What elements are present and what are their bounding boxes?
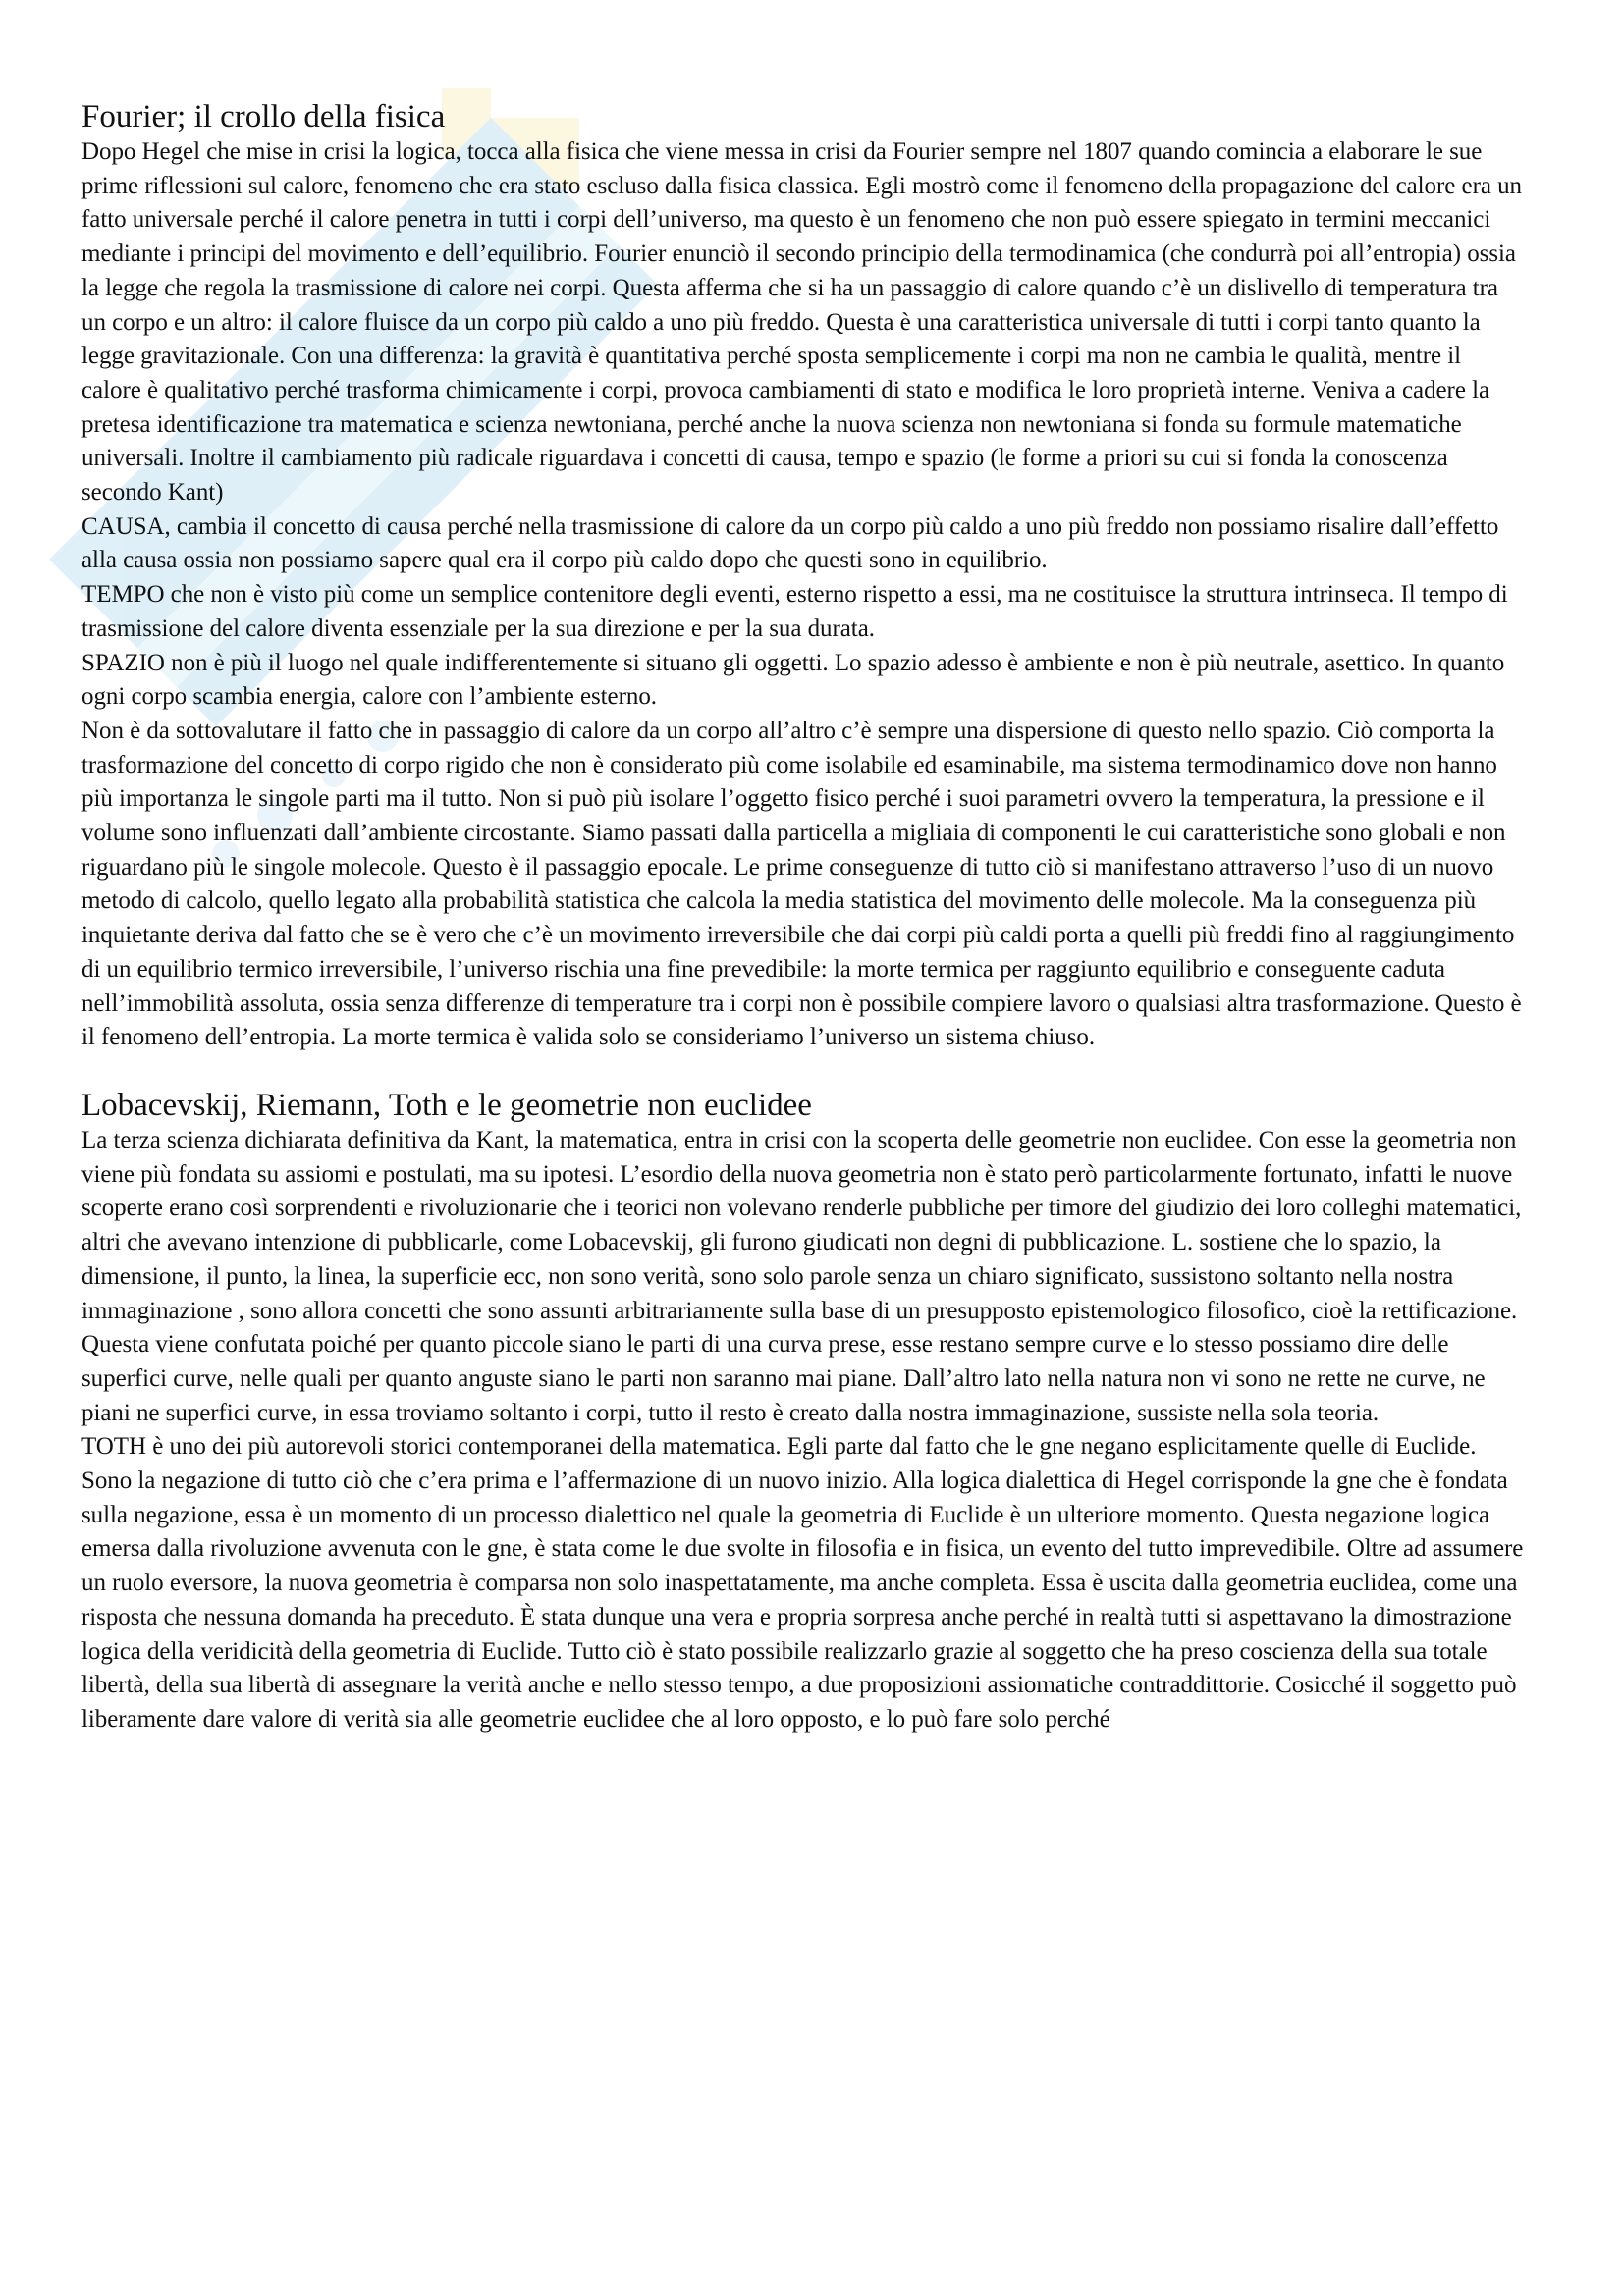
paragraph: SPAZIO non è più il luogo nel quale indifferentemente si situano gli oggetti. Lo spazio adesso è ambiente e non è più neutrale, asettico. In quanto ogni corpo scambia energia, calore con l’ambiente esterno.	[81, 649, 1505, 711]
paragraph: Non è da sottovalutare il fatto che in passaggio di calore da un corpo all’altro c’è sempre una dispersione di questo nello spazio. Ciò comporta la trasformazione del concetto di corpo rigido che non è considerato più come isolabile ed esaminabile, ma sistema termodinamico dove non hanno più importanza le singole parti ma il tutto. Non si può più isolare l’oggetto fisico perché i suoi parametri ovvero la temperatura, la pressione e il volume sono influenzati dall’ambiente circostante. Siamo passati dalla particella a migliaia di componenti le cui caratteristiche sono globali e non riguardano più le singole molecole. Questo è il passaggio epocale. Le prime conseguenze di tutto ciò si manifestano attraverso l’uso di un nuovo metodo di calcolo, quello legato alla probabilità statistica che calcola la media statistica del movimento delle molecole. Ma la conseguenza più inquietante deriva dal fatto che se è vero che c’è un movimento irreversibile che dai corpi più caldi porta a quelli più freddi fino al raggiungimento di un equilibrio termico irreversibile, l’universo rischia una fine prevedibile: la morte termica per raggiunto equilibrio e conseguente caduta nell’immobilità assoluta, ossia senza differenze di temperature tra i corpi non è possibile compiere lavoro o qualsiasi altra trasformazione. Questo è il fenomeno dell’entropia. La morte termica è valida solo se consideriamo l’universo un sistema chiuso.	[81, 717, 1522, 1051]
document-content	[81, 98, 1525, 1737]
paragraph: La terza scienza dichiarata definitiva da Kant, la matematica, entra in crisi con la scoperta delle geometrie non euclidee. Con esse la geometria non viene più fondata su assiomi e postulati, ma su ipotesi. L’esordio della nuova geometria non è stato però particolarmente fortunato, infatti le nuove scoperte erano così sorprendenti e rivoluzionarie che i teorici non volevano renderle pubbliche per timore del giudizio dei loro colleghi matematici, altri che avevano intenzione di pubblicarle, come Lobacevskij, gli furono giudicati non degni di pubblicazione. L. sostiene che lo spazio, la dimensione, il punto, la linea, la superficie ecc, non sono verità, sono solo parole senza un chiaro significato, sussistono soltanto nella nostra immaginazione , sono allora concetti che sono assunti arbitrariamente sulla base di un presupposto epistemologico filosofico, cioè la rettificazione. Questa viene confutata poiché per quanto piccole siano le parti di una curva prese, esse restano sempre curve e lo stesso possiamo dire delle superfici curve, nelle quali per quanto anguste siano le parti non saranno mai piane. Dall’altro lato nella natura non vi sono ne rette ne curve, ne piani ne superfici curve, in essa troviamo soltanto i corpi, tutto il resto è creato dalla nostra immaginazione, sussiste nella sola teoria.	[81, 1126, 1522, 1426]
section-fourier	[81, 98, 1525, 1055]
paragraph: TOTH è uno dei più autorevoli storici contemporanei della matematica. Egli parte dal fatto che le gne negano esplicitamente quelle di Euclide. Sono la negazione di tutto ciò che c’era prima e l’affermazione di un nuovo inizio. Alla logica dialettica di Hegel corrisponde la gne che è fondata sulla negazione, essa è un momento di un processo dialettico nel quale la geometria di Euclide è un ulteriore momento. Questa negazione logica emersa dalla rivoluzione avvenuta con le gne, è stata come le due svolte in filosofia e in fisica, un evento del tutto imprevedibile. Oltre ad assumere un ruolo eversore, la nuova geometria è comparsa non solo inaspettatamente, ma anche completa. Essa è uscita dalla geometria euclidea, come una risposta che nessuna domanda ha preceduto. È stata dunque una vera e propria sorpresa anche perché in realtà tutti si aspettavano la dimostrazione logica della veridicità della geometria di Euclide. Tutto ciò è stato possibile realizzarlo grazie al soggetto che ha preso coscienza della sua totale libertà, della sua libertà di assegnare la verità anche e nello stesso tempo, a due proposizioni assiomatiche contraddittorie. Cosicché il soggetto può liberamente dare valore di verità sia alle geometrie euclidee che al loro opposto, e lo può fare solo perché	[81, 1433, 1524, 1733]
section-title: Fourier; il crollo della fisica	[81, 99, 446, 134]
section-title: Lobacevskij, Riemann, Toth e le geometrie non euclidee	[81, 1087, 812, 1123]
section-geometrie	[81, 1087, 1525, 1737]
paragraph: Dopo Hegel che mise in crisi la logica, tocca alla fisica che viene messa in crisi da Fourier sempre nel 1807 quando comincia a elaborare le sue prime riflessioni sul calore, fenomeno che era stato escluso dalla fisica classica. Egli mostrò come il fenomeno della propagazione del calore era un fatto universale perché il calore penetra in tutti i corpi dell’universo, ma questo è un fenomeno che non può essere spiegato in termini meccanici mediante i principi del movimento e dell’equilibrio. Fourier enunciò il secondo principio della termodinamica (che condurrà poi all’entropia) ossia la legge che regola la trasmissione di calore nei corpi. Questa afferma che si ha un passaggio di calore quando c’è un dislivello di temperatura tra un corpo e un altro: il calore fluisce da un corpo più caldo a uno più freddo. Questa è una caratteristica universale di tutti i corpi tanto quanto la legge gravitazionale. Con una differenza: la gravità è quantitativa perché sposta semplicemente i corpi ma non ne cambia le qualità, mentre il calore è qualitativo perché trasforma chimicamente i corpi, provoca cambiamenti di stato e modifica le loro proprietà interne. Veniva a cadere la pretesa identificazione tra matematica e scienza newtoniana, perché anche la nuova scienza non newtoniana si fonda su formule matematiche universali. Inoltre il cambiamento più radicale riguardava i concetti di causa, tempo e spazio (le forme a priori su cui si fonda la conoscenza secondo Kant)	[81, 138, 1522, 507]
paragraph: TEMPO che non è visto più come un semplice contenitore degli eventi, esterno rispetto a essi, ma ne costituisce la struttura intrinseca. Il tempo di trasmissione del calore diventa essenziale per la sua direzione e per la sua durata.	[81, 581, 1508, 642]
paragraph: CAUSA, cambia il concetto di causa perché nella trasmissione di calore da un corpo più caldo a uno più freddo non possiamo risalire dall’effetto alla causa ossia non possiamo sapere qual era il corpo più caldo dopo che questi sono in equilibrio.	[81, 512, 1499, 574]
